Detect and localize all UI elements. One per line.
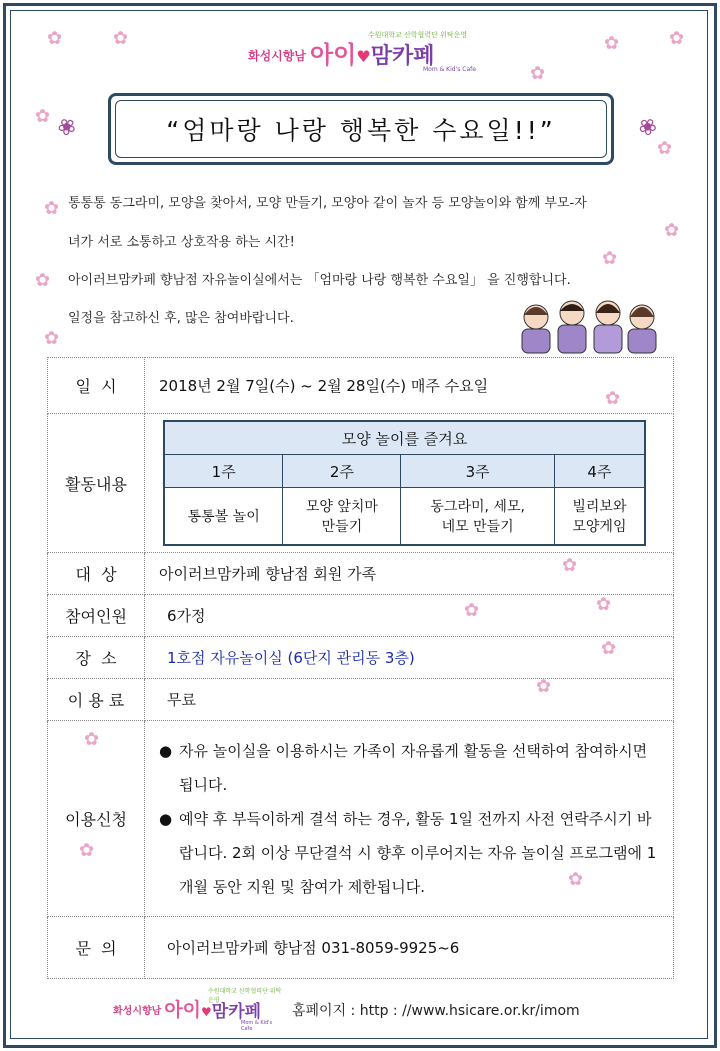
week-4-line-1: 빌리보와 — [572, 499, 627, 515]
logo-subtext: 수원대학교 산학협력단 위탁운영 — [368, 31, 468, 39]
top-logo — [248, 30, 508, 73]
row-target — [48, 553, 674, 595]
flower-icon: ✿ — [657, 138, 673, 159]
flower-icon: ✿ — [464, 600, 480, 621]
flower-icon: ✿ — [664, 220, 680, 241]
bullet-icon: ● — [159, 741, 173, 760]
title-box — [108, 93, 614, 165]
activity-cell — [145, 414, 674, 553]
week-2-line-2: 만들기 — [321, 519, 363, 535]
flower-icon: ✿ — [601, 638, 617, 659]
week-4-header: 4주 — [554, 455, 645, 488]
schedule-value: 2018년 2월 7일(수) ~ 2월 28일(수) 매주 수요일 — [145, 358, 674, 414]
flower-icon: ✿ — [47, 28, 63, 49]
flower-icon: ✿ — [602, 248, 618, 269]
heart-icon: ♥ — [356, 47, 371, 66]
flower-icon: ✿ — [35, 106, 51, 127]
flower-icon: ✿ — [530, 63, 546, 84]
apply-item — [159, 802, 662, 904]
logo-city: 화성시향남 — [248, 49, 306, 63]
flower-icon: ✿ — [44, 198, 60, 219]
place-value: 1호점 자유놀이실 (6단지 관리동 3층) — [145, 637, 674, 679]
page-title: “엄마랑 나랑 행복한 수요일!!” — [115, 100, 607, 158]
flower-icon: ✿ — [79, 840, 95, 861]
flower-icon: ✿ — [44, 328, 60, 349]
bouquet-icon: ❀ — [52, 112, 82, 143]
intro-line-4: 일정을 참고하신 후, 많은 참여바랍니다. — [68, 311, 294, 326]
flower-icon: ✿ — [536, 676, 552, 697]
kid-4 — [628, 305, 656, 353]
apply-cell — [145, 721, 674, 917]
flower-icon: ✿ — [562, 555, 578, 576]
footer-logo — [113, 988, 283, 1032]
kid-2 — [558, 301, 586, 353]
info-table — [47, 357, 674, 979]
intro-line-2: 녀가 서로 소통하고 상호작용 하는 시간! — [68, 235, 295, 250]
activity-label: 활동내용 — [48, 414, 145, 553]
week-1-line-1: 통통볼 놀이 — [187, 509, 260, 525]
row-apply — [48, 721, 674, 917]
week-4-line-2: 모양게임 — [572, 519, 627, 535]
week-3-line-1: 동그라미, 세모, — [430, 499, 525, 515]
footer-logo-mam: 맘카페 — [211, 1002, 262, 1022]
schedule-label: 일 시 — [48, 358, 145, 414]
row-contact — [48, 917, 674, 979]
row-activity — [48, 414, 674, 553]
contact-value: 아이러브맘카페 향남점 031-8059-9925~6 — [145, 917, 674, 979]
week-3-header: 3주 — [401, 455, 554, 488]
flower-icon: ✿ — [605, 388, 621, 409]
footer-logo-subtext: 수원대학교 산학협력단 위탁운영 — [208, 988, 282, 1004]
flower-icon: ✿ — [35, 270, 51, 291]
row-place — [48, 637, 674, 679]
target-label: 대 상 — [48, 553, 145, 595]
row-fee — [48, 679, 674, 721]
footer-logo-ai: 아이 — [164, 999, 202, 1021]
fee-label: 이 용 료 — [48, 679, 145, 721]
fee-value: 무료 — [145, 679, 674, 721]
logo-mam: 맘카페 — [370, 44, 435, 69]
flower-icon: ✿ — [113, 28, 129, 49]
row-participants — [48, 595, 674, 637]
row-schedule — [48, 358, 674, 414]
homepage-link[interactable]: 홈페이지 : http : //www.hsicare.or.kr/imom — [292, 1003, 580, 1019]
week-2-header: 2주 — [283, 455, 401, 488]
week-1-activity — [164, 488, 283, 546]
apply-item — [159, 734, 662, 802]
intro-line-1: 통통통 동그라미, 모양을 찾아서, 모양 만들기, 모양아 같이 놀자 등 모양놀이와 함께 부모-자 — [68, 196, 587, 211]
week-1-header: 1주 — [164, 455, 283, 488]
apply-item-text: 자유 놀이실을 이용하시는 가족이 자유롭게 활동을 선택하여 참여하시면 됩니다. — [179, 741, 648, 794]
bullet-icon: ● — [159, 809, 173, 828]
intro-line-3: 아이러브맘카페 향남점 자유놀이실에서는 「엄마랑 나랑 행복한 수요일」 을 진행합니다. — [68, 273, 571, 288]
flower-icon: ✿ — [568, 869, 584, 890]
apply-list — [159, 734, 672, 904]
place-label: 장 소 — [48, 637, 145, 679]
flower-icon: ✿ — [84, 729, 100, 750]
week-3-line-2: 네모 만들기 — [441, 519, 514, 535]
logo-ai: 아이 — [309, 41, 357, 69]
activity-table — [163, 420, 646, 546]
apply-label: 이용신청 — [48, 721, 145, 917]
apply-item-text: 예약 후 부득이하게 결석 하는 경우, 활동 1일 전까지 사전 연락주시기 바랍니다. 2회 이상 무단결석 시 향후 이루어지는 자유 놀이실 프로그램에 1개월 동안 지원 및 참여가 제한됩니다. — [179, 809, 657, 896]
bouquet-icon: ❀ — [632, 112, 662, 143]
week-2-activity — [283, 488, 401, 546]
logo-eng: Mom & Kid's Cafe — [423, 66, 476, 73]
flower-icon: ✿ — [669, 28, 685, 49]
kid-3 — [594, 301, 622, 353]
kids-illustration — [514, 295, 664, 355]
week-3-activity — [401, 488, 554, 546]
heart-icon: ♥ — [201, 1005, 212, 1019]
participants-label: 참여인원 — [48, 595, 145, 637]
footer-logo-city: 화성시향남 — [113, 1006, 162, 1017]
kid-1 — [522, 305, 550, 353]
week-2-line-1: 모양 앞치마 — [305, 499, 378, 515]
participants-value: 6가정 — [145, 595, 674, 637]
target-value: 아이러브맘카페 향남점 회원 가족 — [145, 553, 674, 595]
flower-icon: ✿ — [596, 594, 612, 615]
week-4-activity — [554, 488, 645, 546]
footer-logo-eng: Mom & Kid's Cafe — [241, 1020, 273, 1032]
contact-label: 문 의 — [48, 917, 145, 979]
activity-title: 모양 놀이를 즐겨요 — [164, 421, 645, 455]
flower-icon: ✿ — [604, 33, 620, 54]
